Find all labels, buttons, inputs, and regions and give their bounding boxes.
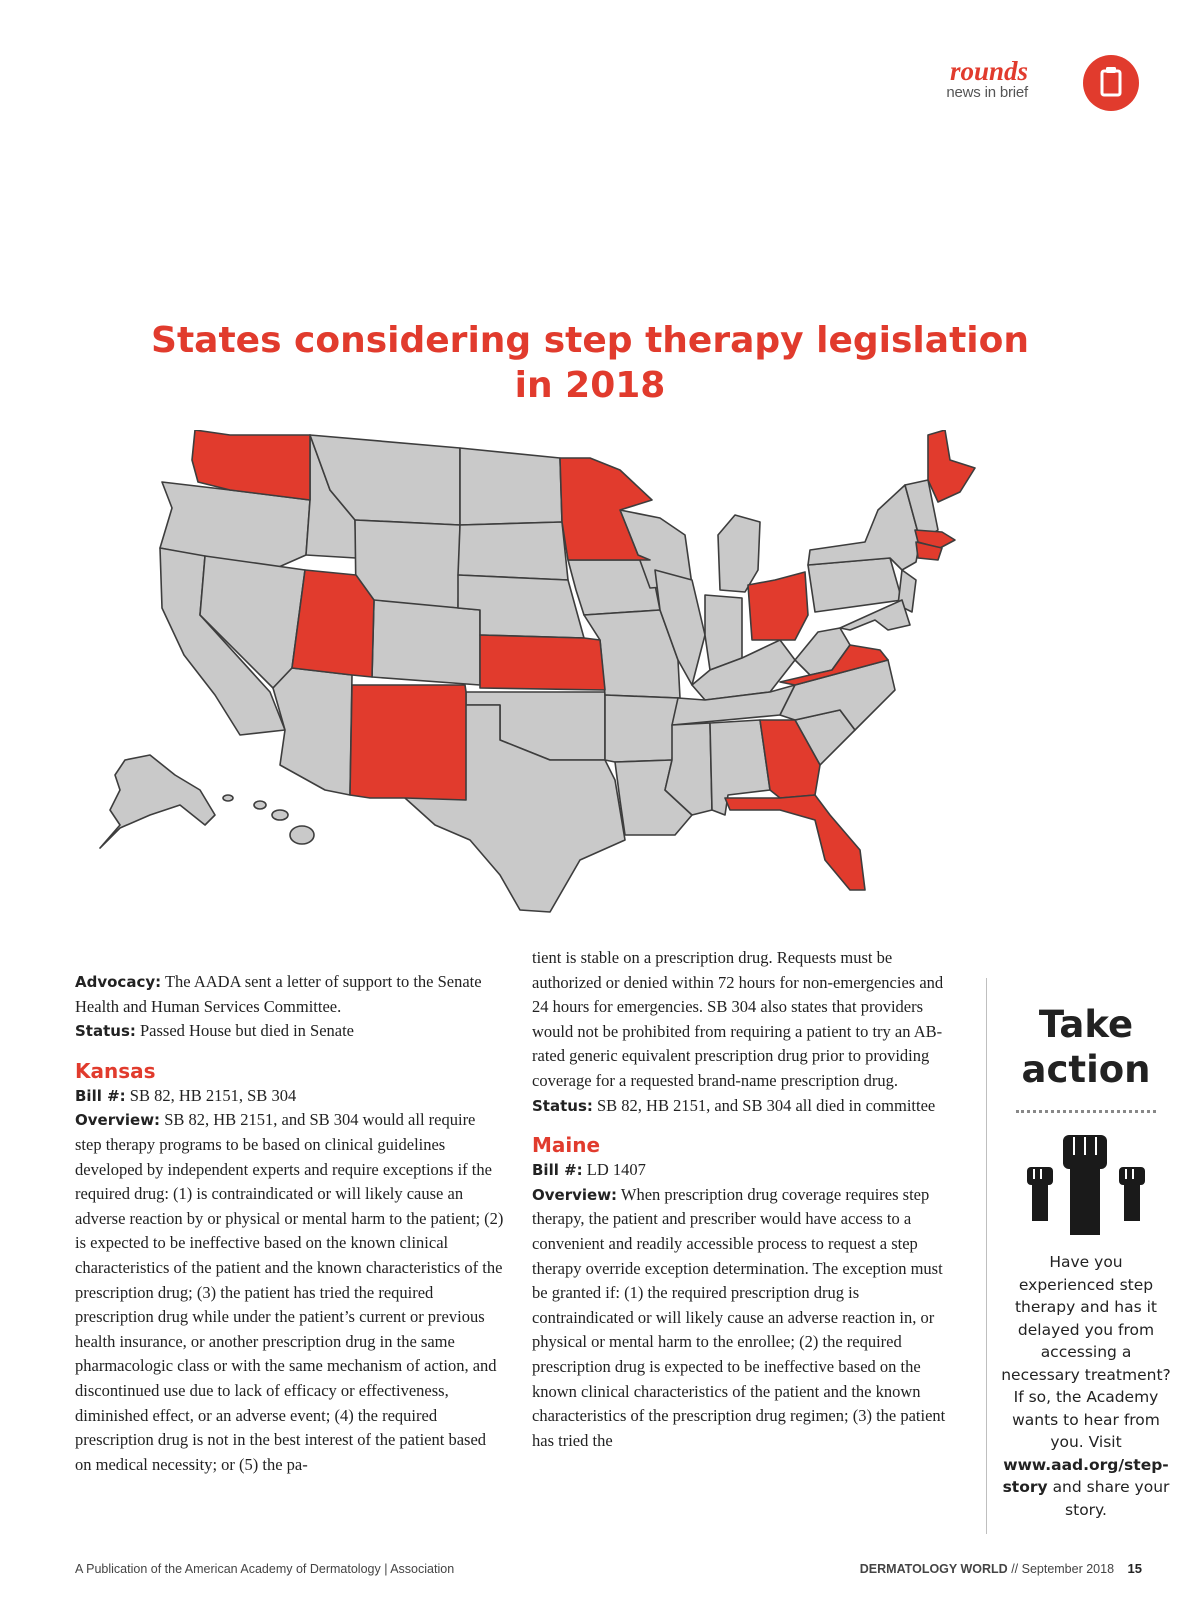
state-florida — [725, 795, 865, 890]
sidebar-divider — [986, 978, 987, 1534]
page-number: 15 — [1127, 1561, 1142, 1576]
state-ohio — [748, 572, 808, 640]
take-action-sidebar — [1000, 1002, 1172, 1521]
kansas-bill-text: SB 82, HB 2151, SB 304 — [129, 1085, 297, 1105]
kansas-bill-label: Bill #: — [75, 1086, 126, 1105]
kansas-overview-continued: tient is stable on a prescription drug. Requests must be authorized or denied within 72 hours for non-emergencies and 24 hours for emergencies. SB 304 also states that providers would not be prohibited from requiring a patient to try an AB-rated generic equivalent prescription drug prior to providing coverage for a requested brand-name prescription drug. — [532, 948, 944, 1090]
dotted-divider — [1016, 1110, 1156, 1113]
kansas-status-label: Status: — [532, 1096, 593, 1115]
kansas-status — [532, 1094, 962, 1119]
kansas-bill — [75, 1084, 505, 1109]
state-kansas — [480, 635, 605, 690]
kansas-overview — [75, 1108, 505, 1477]
clipboard-icon — [1083, 55, 1139, 111]
us-map — [80, 430, 1020, 930]
maine-heading: Maine — [532, 1133, 601, 1158]
footer-publication: DERMATOLOGY WORLD — [859, 1562, 1008, 1576]
section-badge — [1083, 55, 1139, 111]
take-action-body: Have you experienced step therapy and has it delayed you from accessing a necessary treatment? If so, the Academy wants to hear from you. Visit — [1001, 1253, 1171, 1451]
state-north-dakota — [460, 448, 562, 525]
maine-overview — [532, 1183, 962, 1454]
footer-publisher: A Publication of the American Academy of Dermatology | Association — [75, 1562, 455, 1576]
maine-bill-label: Bill #: — [532, 1161, 583, 1180]
maine-bill-text: LD 1407 — [586, 1160, 646, 1180]
status-paragraph — [75, 1019, 505, 1044]
state-maine — [928, 430, 975, 502]
maine-overview-label: Overview: — [532, 1185, 618, 1204]
state-utah — [292, 570, 374, 677]
state-hawaii-4 — [223, 795, 233, 801]
take-action-title: Take action — [1021, 1003, 1151, 1091]
status-text: Passed House but died in Senate — [140, 1021, 355, 1041]
map-title: States considering step therapy legislation in 2018 — [151, 320, 1029, 406]
kansas-overview-text: SB 82, HB 2151, and SB 304 would all require step therapy programs to be based on clinical guidelines developed by independent experts and require exceptions if the required drug: (1) is contraindicated or will likely cause an adverse reaction by or physical or mental harm to the patient; (2) is expected to be ineffective based on the known clinical characteristics of the patient and the known characteristics of the prescription drug; (3) the patient has tried the required prescription drug while under the patient’s current or previous health insurance, or another prescription drug in the same pharmacologic class or with the same mechanism of action, and discontinued use due to lack of efficacy or effectiveness, diminished effect, or an adverse event; (4) the required prescription drug is not in the best interest of the patient based on medical necessity; or (5) the pa- — [75, 1110, 504, 1474]
state-michigan — [718, 515, 760, 592]
state-new-york — [808, 485, 920, 570]
section-title: rounds — [949, 56, 1028, 86]
state-south-dakota — [458, 522, 568, 580]
state-alaska — [100, 755, 215, 848]
state-arizona — [273, 668, 352, 795]
state-hawaii-1 — [254, 801, 266, 809]
state-hawaii-2 — [272, 810, 288, 820]
article-column-2 — [532, 946, 962, 1453]
footer-issue-date: // September 2018 — [1011, 1562, 1115, 1576]
section-subtitle: news in brief — [946, 84, 1028, 101]
advocacy-label: Advocacy: — [75, 973, 162, 991]
kansas-overview-label: Overview: — [75, 1111, 161, 1130]
state-arkansas — [605, 695, 678, 762]
state-colorado — [372, 600, 480, 685]
footer-issue — [860, 1561, 1142, 1576]
take-action-closing: and share your story. — [1052, 1478, 1170, 1519]
maine-overview-text: When prescription drug coverage requires step therapy, the patient and prescriber would have access to a convenient and readily accessible process to request a step therapy override exception determination. The exception must be granted if: (1) the required prescription drug is contraindicated or will likely cause an adverse reaction in, or physical or mental harm to the enrollee; (2) the required prescription drug is expected to be ineffective based on the known clinical characteristics of the patient and the known characteristics of the prescription drug regimen; (3) the patient has tried the — [532, 1184, 946, 1450]
kansas-heading: Kansas — [75, 1058, 156, 1083]
state-hawaii-3 — [290, 826, 314, 844]
maine-bill — [532, 1158, 962, 1183]
status-label: Status: — [75, 1022, 136, 1041]
take-action-text — [1000, 1251, 1172, 1521]
kansas-status-text: SB 82, HB 2151, and SB 304 all died in committee — [597, 1095, 936, 1115]
raised-fists-icon — [1021, 1127, 1151, 1237]
section-header — [946, 58, 1028, 102]
article-column-1 — [75, 970, 505, 1477]
advocacy-paragraph — [75, 970, 505, 1019]
state-new-mexico — [350, 685, 466, 800]
state-pennsylvania — [808, 558, 902, 612]
step-story-link[interactable]: www.aad.org/step-story — [1002, 1455, 1169, 1496]
state-indiana — [705, 595, 742, 670]
advocacy-text: The AADA sent a letter of support to the Senate Health and Human Services Committee. — [75, 972, 482, 1016]
